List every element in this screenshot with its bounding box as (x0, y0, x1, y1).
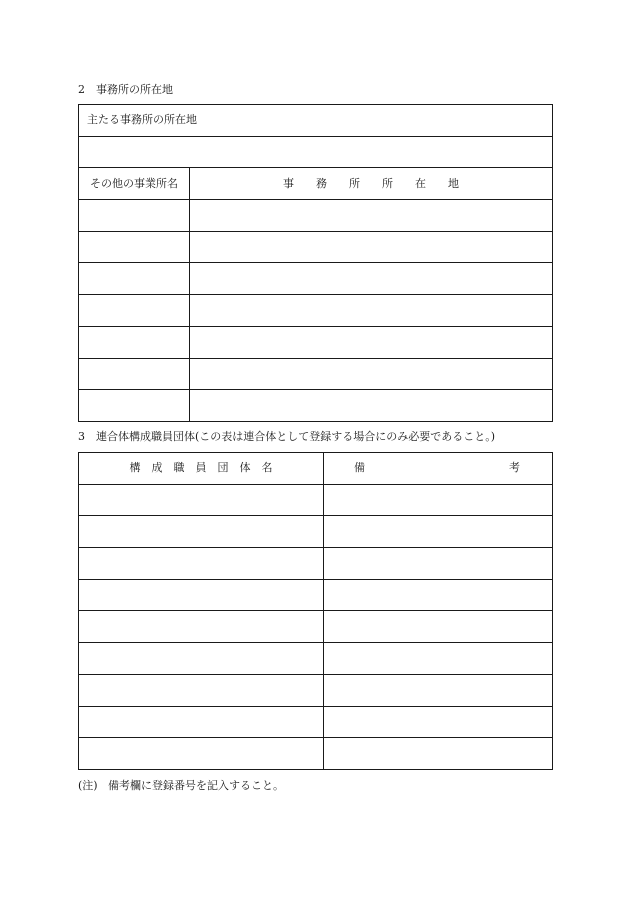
office-name-cell[interactable] (79, 263, 190, 295)
table-row (79, 706, 553, 738)
member-name-cell[interactable] (79, 548, 324, 580)
table-row (79, 738, 553, 770)
office-header-row (79, 168, 553, 200)
office-name-cell[interactable] (79, 326, 190, 358)
member-name-cell[interactable] (79, 579, 324, 611)
office-location-cell[interactable] (190, 231, 553, 263)
main-office-input-row (79, 136, 553, 168)
footnote-mark: (注) (78, 779, 98, 792)
remarks-cell[interactable] (324, 611, 553, 643)
section-2-number: 2 (78, 83, 85, 96)
table-row (79, 326, 553, 358)
remarks-cell[interactable] (324, 706, 553, 738)
table-row (79, 548, 553, 580)
table-row (79, 231, 553, 263)
table-row (79, 579, 553, 611)
remarks-cell[interactable] (324, 484, 553, 516)
member-name-cell[interactable] (79, 738, 324, 770)
member-name-cell[interactable] (79, 484, 324, 516)
remarks-header-part-2: 考 (509, 461, 520, 475)
office-location-cell[interactable] (190, 358, 553, 390)
remarks-cell[interactable] (324, 548, 553, 580)
remarks-cell[interactable] (324, 516, 553, 548)
main-office-address-cell[interactable] (79, 136, 553, 168)
section-3-number: 3 (78, 430, 85, 443)
office-name-cell[interactable] (79, 200, 190, 232)
office-location-cell[interactable] (190, 390, 553, 422)
table-row (79, 200, 553, 232)
main-office-label-row (79, 105, 553, 137)
footnote-text: 備考欄に登録番号を記入すること。 (108, 779, 284, 792)
table-row (79, 263, 553, 295)
col-header-office-name: その他の事業所名 (79, 168, 190, 200)
remarks-cell[interactable] (324, 738, 553, 770)
member-name-cell[interactable] (79, 516, 324, 548)
table-row (79, 390, 553, 422)
section-3-title (78, 430, 495, 444)
remarks-cell[interactable] (324, 579, 553, 611)
office-name-cell[interactable] (79, 390, 190, 422)
office-name-cell[interactable] (79, 358, 190, 390)
member-name-cell[interactable] (79, 706, 324, 738)
table-row (79, 516, 553, 548)
office-location-cell[interactable] (190, 200, 553, 232)
member-name-cell[interactable] (79, 611, 324, 643)
main-office-label: 主たる事務所の所在地 (79, 105, 553, 137)
table-row (79, 358, 553, 390)
remarks-cell[interactable] (324, 674, 553, 706)
table-row (79, 643, 553, 675)
footnote (78, 779, 284, 793)
section-2-title (78, 83, 173, 97)
section-2-heading: 事務所の所在地 (96, 83, 173, 96)
office-location-cell[interactable] (190, 263, 553, 295)
section-3-heading: 連合体構成職員団体(この表は連合体として登録する場合にのみ必要であること。) (96, 430, 496, 443)
col-header-remarks (324, 453, 553, 485)
member-name-cell[interactable] (79, 674, 324, 706)
table-row (79, 484, 553, 516)
member-header-row (79, 453, 553, 485)
office-location-cell[interactable] (190, 295, 553, 327)
remarks-header-part-1: 備 (354, 461, 365, 475)
col-header-member-organization: 構 成 職 員 団 体 名 (79, 453, 324, 485)
col-header-office-location: 事 務 所 所 在 地 (190, 168, 553, 200)
member-organization-table (78, 452, 553, 770)
office-name-cell[interactable] (79, 231, 190, 263)
member-name-cell[interactable] (79, 643, 324, 675)
table-row (79, 295, 553, 327)
office-name-cell[interactable] (79, 295, 190, 327)
office-location-cell[interactable] (190, 326, 553, 358)
table-row (79, 611, 553, 643)
table-row (79, 674, 553, 706)
office-location-table (78, 104, 553, 422)
remarks-cell[interactable] (324, 643, 553, 675)
